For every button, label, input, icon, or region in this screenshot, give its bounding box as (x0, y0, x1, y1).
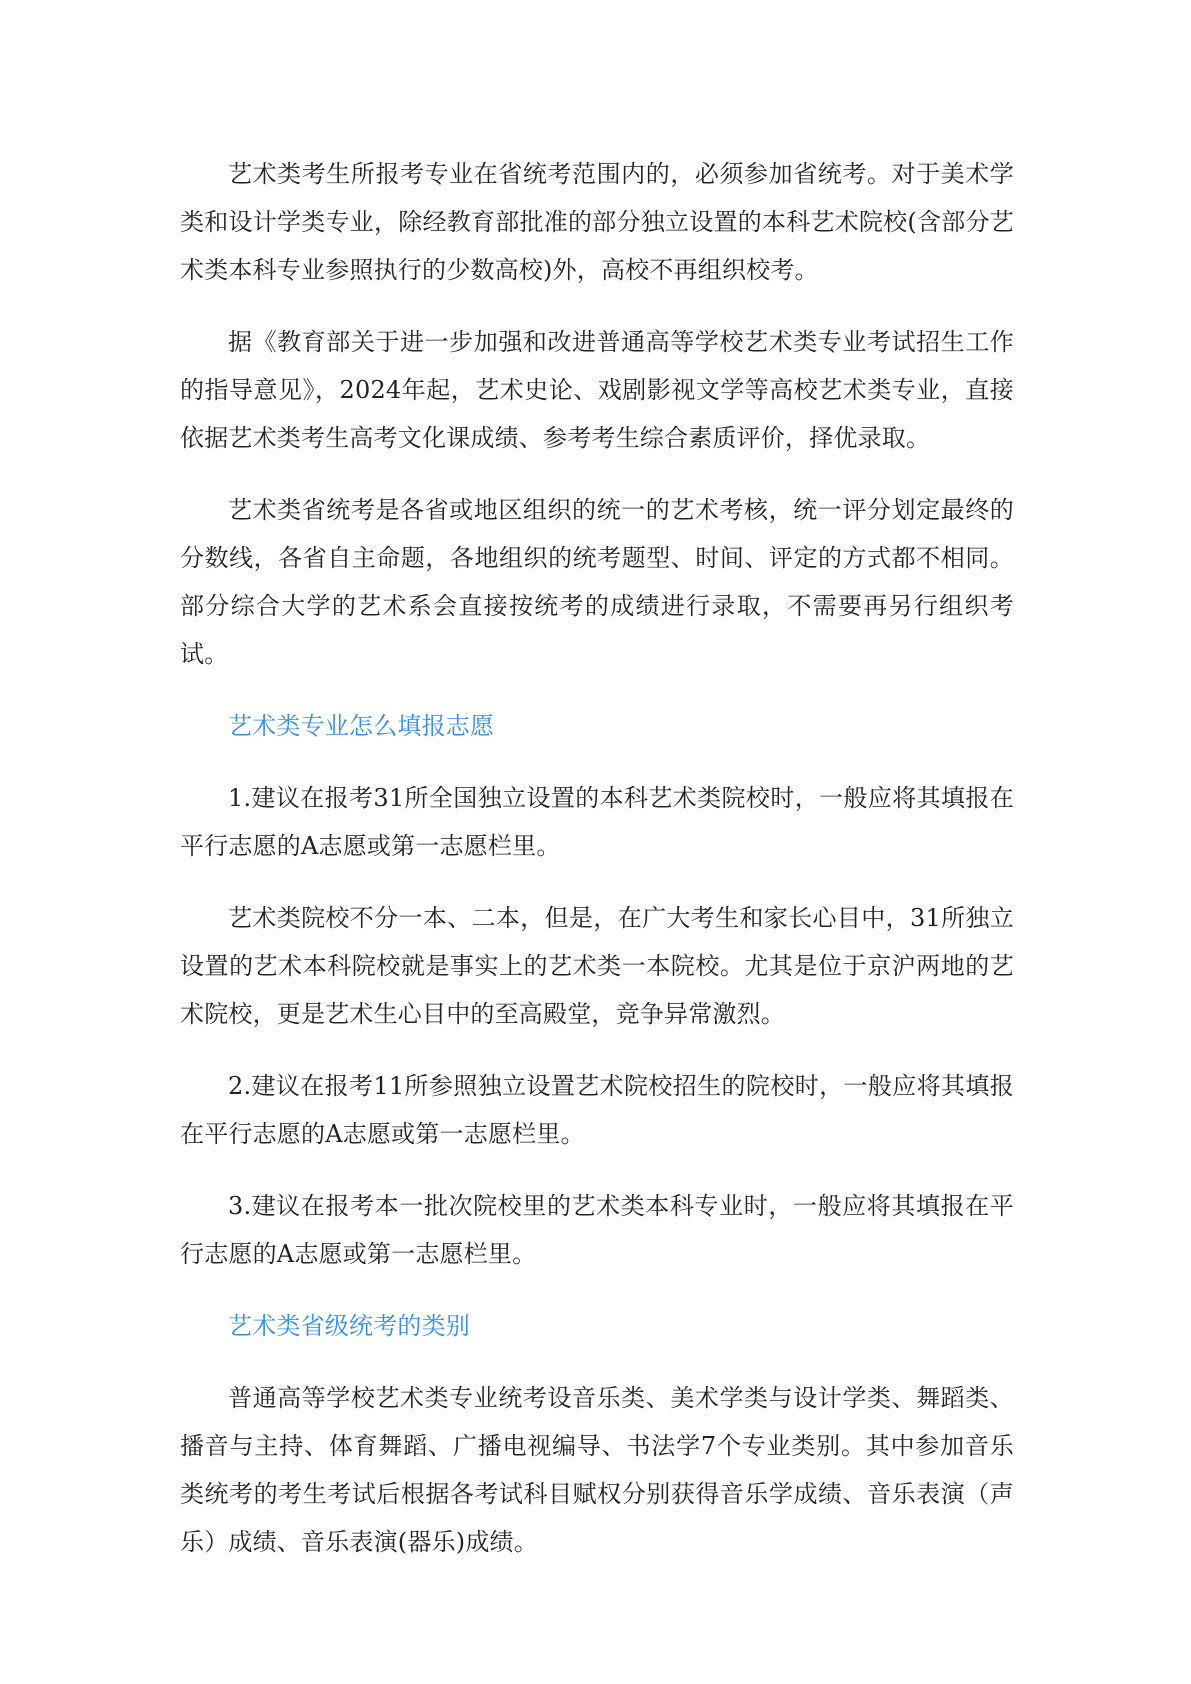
paragraph-advice-1: 1.建议在报考31所全国独立设置的本科艺术类院校时，一般应将其填报在平行志愿的A志愿或第一志愿栏里。 (180, 784, 1014, 860)
paragraph-ministry-guidance: 据《教育部关于进一步加强和改进普通高等学校艺术类专业考试招生工作的指导意见》，2024年起，艺术史论、戏剧影视文学等高校艺术类专业，直接依据艺术类考生高考文化课成绩、参考考生综合素质评价，择优录取。 (180, 328, 1014, 452)
paragraph-advice-2: 2.建议在报考11所参照独立设置艺术院校招生的院校时，一般应将其填报在平行志愿的A志愿或第一志愿栏里。 (180, 1072, 1014, 1148)
section-heading-categories: 艺术类省级统考的类别 (228, 1312, 470, 1340)
paragraph-advice-3: 3.建议在报考本一批次院校里的艺术类本科专业时，一般应将其填报在平行志愿的A志愿或第一志愿栏里。 (180, 1192, 1014, 1268)
paragraph-art-schools-tier: 艺术类院校不分一本、二本，但是，在广大考生和家长心目中，31所独立设置的艺术本科院校就是事实上的艺术类一本院校。尤其是位于京沪两地的艺术院校，更是艺术生心目中的至高殿堂，竞争异常激烈。 (180, 904, 1014, 1028)
paragraph-exam-categories: 普通高等学校艺术类专业统考设音乐类、美术学类与设计学类、舞蹈类、播音与主持、体育舞蹈、广播电视编导、书法学7个专业类别。其中参加音乐类统考的考生考试后根据各考试科目赋权分别获得音乐学成绩、音乐表演（声乐）成绩、音乐表演(器乐)成绩。 (180, 1384, 1014, 1556)
paragraph-provincial-exam-requirement: 艺术类考生所报考专业在省统考范围内的，必须参加省统考。对于美术学类和设计学类专业，除经教育部批准的部分独立设置的本科艺术院校(含部分艺术类本科专业参照执行的少数高校)外，高校不再组织校考。 (180, 160, 1014, 284)
document-body (180, 150, 1014, 1590)
section-heading-application: 艺术类专业怎么填报志愿 (228, 712, 495, 740)
paragraph-provincial-exam-definition: 艺术类省统考是各省或地区组织的统一的艺术考核，统一评分划定最终的分数线，各省自主命题，各地组织的统考题型、时间、评定的方式都不相同。部分综合大学的艺术系会直接按统考的成绩进行录取，不需要再另行组织考试。 (180, 496, 1014, 668)
